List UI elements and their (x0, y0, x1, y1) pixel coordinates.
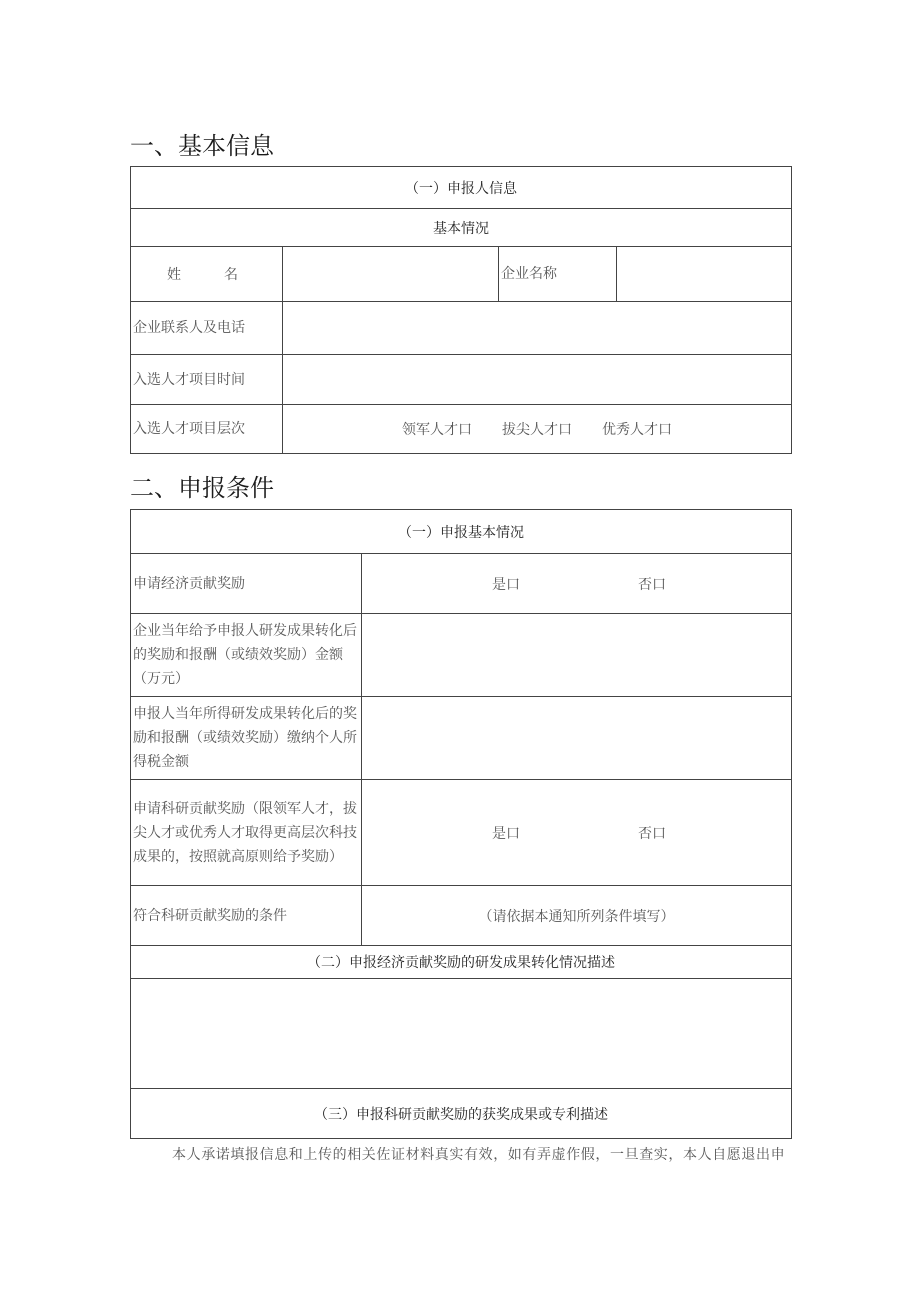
applicant-info-header: （一）申报人信息 (131, 167, 792, 209)
option-leading-talent[interactable]: 领军人才口 (402, 422, 472, 438)
contact-field[interactable] (283, 302, 792, 355)
economic-description-field[interactable] (131, 979, 792, 1089)
income-tax-field[interactable] (362, 697, 792, 780)
company-name-label: 企业名称 (499, 247, 617, 302)
research-conditions-label: 符合科研贡献奖励的条件 (131, 886, 362, 946)
pledge-statement: 本人承诺填报信息和上传的相关佐证材料真实有效，如有弄虚作假，一旦查实，本人自愿退出申 (172, 1147, 786, 1163)
applicant-info-table (130, 166, 792, 454)
talent-level-options (283, 405, 792, 454)
research-conditions-field[interactable]: （请依据本通知所列条件填写） (362, 886, 792, 946)
option-top-talent[interactable]: 拔尖人才口 (502, 422, 572, 438)
section1-heading: 一、基本信息 (130, 132, 274, 160)
economic-reward-options (362, 554, 792, 614)
company-name-field[interactable] (617, 247, 792, 302)
conditions-table (130, 509, 792, 1139)
declaration-basic-header: （一）申报基本情况 (131, 510, 792, 554)
selection-time-label: 入选人才项目时间 (131, 355, 283, 405)
economic-yes-option[interactable]: 是口 (492, 576, 520, 593)
contact-label: 企业联系人及电话 (131, 302, 283, 355)
income-tax-label: 申报人当年所得研发成果转化后的奖励和报酬（或绩效奖励）缴纳个人所得税金额 (131, 697, 362, 780)
selection-time-field[interactable] (283, 355, 792, 405)
reward-amount-field[interactable] (362, 614, 792, 697)
name-label-char1: 姓 (167, 267, 181, 283)
research-yes-option[interactable]: 是口 (492, 825, 520, 842)
research-reward-options (362, 780, 792, 886)
section2-heading: 二、申报条件 (130, 474, 274, 502)
name-field[interactable] (283, 247, 499, 302)
talent-level-label: 入选人才项目层次 (131, 405, 283, 454)
research-description-header: （三）申报科研贡献奖励的获奖成果或专利描述 (131, 1089, 792, 1139)
economic-description-header: （二）申报经济贡献奖励的研发成果转化情况描述 (131, 946, 792, 979)
economic-reward-label: 申请经济贡献奖励 (131, 554, 362, 614)
research-reward-label: 申请科研贡献奖励（限领军人才，拔尖人才或优秀人才取得更高层次科技成果的，按照就高原则给予奖励） (131, 780, 362, 886)
economic-no-option[interactable]: 否口 (638, 576, 666, 593)
basic-situation-header: 基本情况 (131, 209, 792, 247)
name-label-char2: 名 (224, 267, 238, 283)
reward-amount-label: 企业当年给予申报人研发成果转化后的奖励和报酬（或绩效奖励）金额（万元） (131, 614, 362, 697)
research-no-option[interactable]: 否口 (638, 825, 666, 842)
name-label (131, 247, 283, 302)
option-excellent-talent[interactable]: 优秀人才口 (602, 422, 672, 438)
